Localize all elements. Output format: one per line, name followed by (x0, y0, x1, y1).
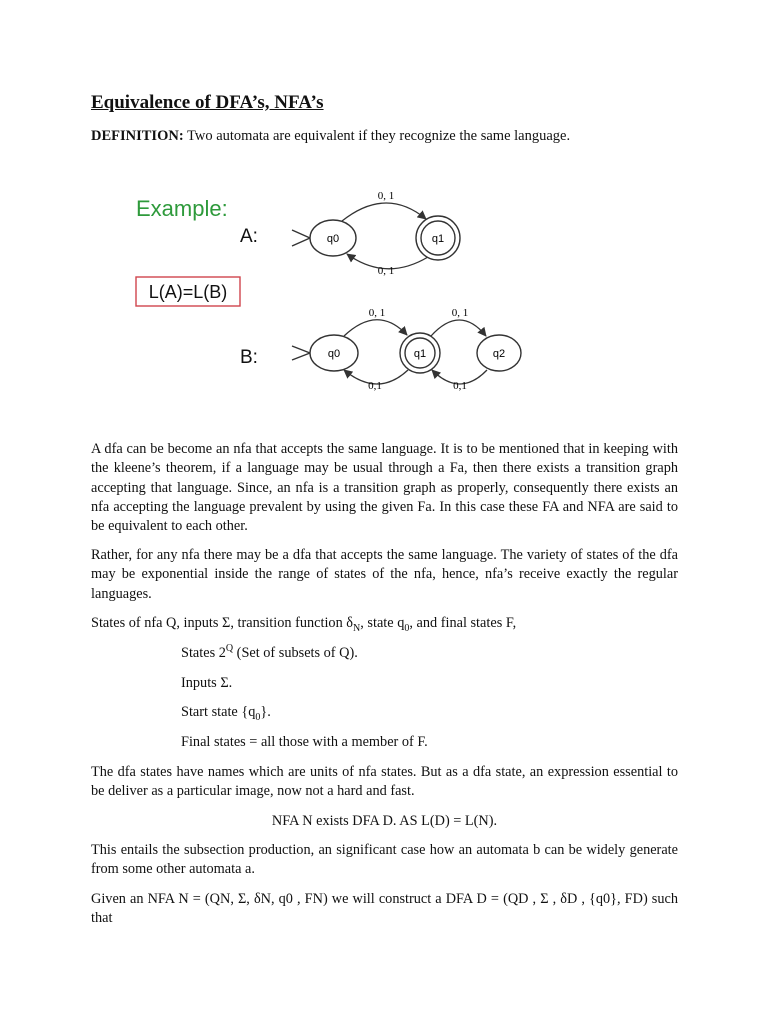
edge-label-b-bottom-1: 0,1 (368, 380, 382, 392)
final-states-line: Final states = all those with a member of F. (181, 734, 428, 750)
states-text-b: (Set of subsets of Q). (233, 645, 358, 661)
definition-label: DEFINITION: (91, 128, 184, 144)
start-arrow-a (292, 230, 310, 246)
p3-text-b: , state q (360, 615, 405, 631)
start-text-b: }. (260, 704, 271, 720)
edge-a-q0-q1 (342, 203, 426, 221)
states-text-a: States 2 (181, 645, 226, 661)
paragraph-3 (91, 614, 678, 633)
paragraph-6: This entails the subsection production, an significant case how an automata b can be widely generate from some other automata a. (91, 842, 678, 878)
edge-label-b-top-1: 0, 1 (368, 307, 386, 319)
automaton-a-label: A: (240, 226, 258, 247)
edge-b-q1-q2 (431, 320, 486, 336)
paragraph-5: NFA N exists DFA D. AS L(D) = L(N). (271, 813, 498, 829)
state-label-b-q2: q2 (492, 348, 506, 360)
edge-label-a-bottom: 0, 1 (377, 265, 395, 277)
automata-diagram (128, 180, 528, 400)
example-label: Example: (136, 196, 228, 221)
p3-text-a: States of nfa Q, inputs Σ, transition function δ (91, 615, 354, 631)
start-sub: 0 (255, 711, 261, 723)
states-line (181, 644, 768, 663)
start-text-a: Start state {q (181, 704, 256, 720)
p3-sub-0: 0 (404, 622, 410, 634)
state-a-q1-final (416, 216, 460, 260)
definition-text: Two automata are equivalent if they recognize the same language. (183, 128, 571, 144)
paragraph-2: Rather, for any nfa there may be a dfa that accepts the same language. The variety of states of the dfa may be exponential inside the range of states of the nfa, hence, nfa’s receive exactly the regular languages. (91, 547, 678, 602)
state-label-b-q0: q0 (327, 348, 341, 360)
state-b-q1-final (400, 333, 440, 373)
state-a-q0 (310, 220, 356, 256)
edge-b-q0-q1 (344, 320, 407, 336)
start-arrow-b (292, 346, 310, 360)
page-title: Equivalence of DFA’s, NFA’s (91, 92, 324, 113)
start-state-line (181, 703, 768, 722)
p3-text-c: , and final states F, (409, 615, 517, 631)
state-label-q0: q0 (326, 233, 340, 245)
inputs-line: Inputs Σ. (181, 675, 233, 691)
definition (91, 128, 691, 145)
state-b-q2 (477, 335, 521, 371)
equation-text: L(A)=L(B) (148, 282, 228, 302)
states-sup: Q (225, 643, 234, 655)
edge-label-a-top: 0, 1 (377, 190, 395, 202)
edge-label-b-top-2: 0, 1 (451, 307, 469, 319)
edge-label-b-bottom-2: 0,1 (453, 380, 467, 392)
state-label-q1: q1 (431, 233, 445, 245)
state-label-b-q1: q1 (413, 348, 427, 360)
paragraph-1: A dfa can be become an nfa that accepts the same language. It is to be mentioned that in keeping with the kleene’s theorem, if a language may be usual through a Fa, then there exists a transition graph accepting that language. Since, an nfa is a transition graph as properly, consequently there exists an nfa accepting the language prevalent by using the given Fa. In this case these FA and NFA are said to be equivalent to each other. (91, 441, 678, 535)
paragraph-4: The dfa states have names which are units of nfa states. But as a dfa state, an expression essential to be deliver as a particular image, now not a hard and fast. (91, 764, 678, 800)
p3-sub-n: N (353, 622, 361, 634)
automaton-b-label: B: (240, 347, 258, 368)
paragraph-7: Given an NFA N = (QN, Σ, δN, q0 , FN) we will construct a DFA D = (QD , Σ , δD , {q0}, FD) such that (91, 891, 678, 927)
state-b-q0 (310, 335, 358, 371)
